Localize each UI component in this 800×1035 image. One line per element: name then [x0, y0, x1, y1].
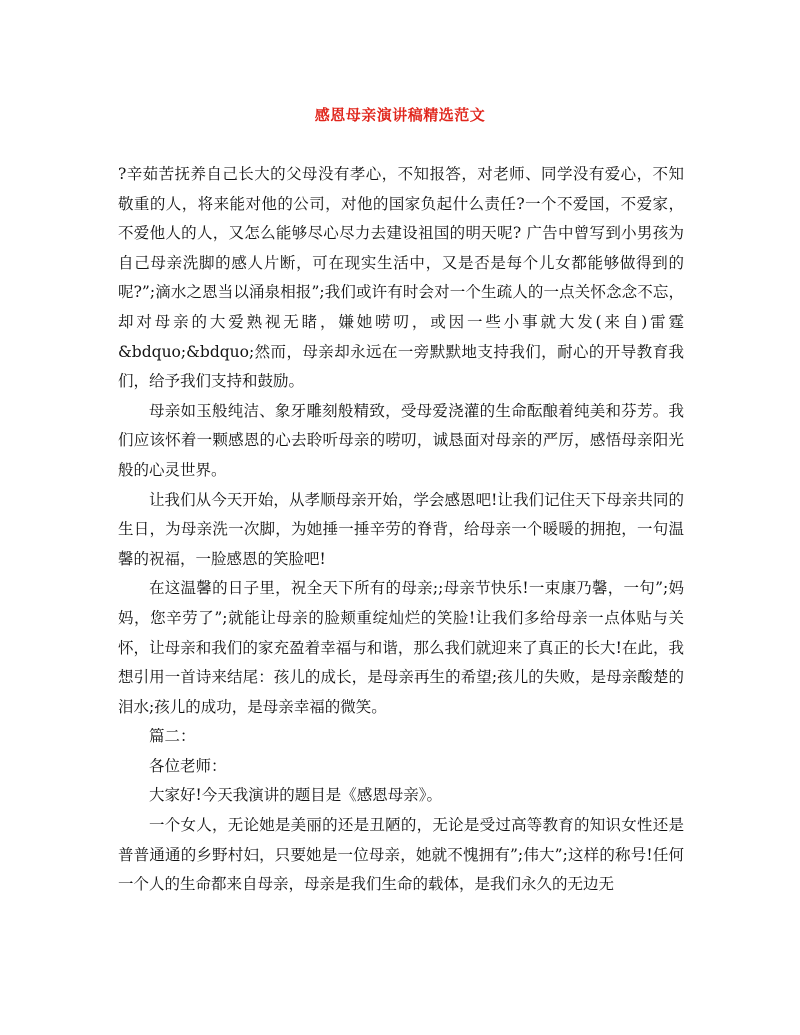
paragraph: 在这温馨的日子里，祝全天下所有的母亲;;母亲节快乐!一束康乃馨，一句”;妈妈，您辛劳了”;就能让母亲的脸颊重绽灿烂的笑脸!让我们多给母亲一点体贴与关怀，让母亲和我们的家充盈着幸福与和谐，那么我们就迎来了真正的长大!在此，我想引用一首诗来结尾：孩儿的成长，是母亲再生的希望;孩儿的失败，是母亲酸楚的泪水;孩儿的成功，是母亲幸福的微笑。 [118, 579, 684, 716]
paragraph: 大家好!今天我演讲的题目是《感恩母亲》。 [149, 786, 442, 805]
document-body [118, 160, 684, 900]
section-heading: 篇二： [149, 727, 196, 746]
document-title: 感恩母亲演讲稿精选范文 [314, 106, 486, 124]
salutation: 各位老师： [149, 756, 227, 775]
paragraph: 母亲如玉般纯洁、象牙雕刻般精致，受母爱浇灌的生命酝酿着纯美和芬芳。我们应该怀着一颗感恩的心去聆听母亲的唠叨，诚恳面对母亲的严厉，感悟母亲阳光般的心灵世界。 [118, 401, 684, 479]
paragraph: 一个女人，无论她是美丽的还是丑陋的，无论是受过高等教育的知识女性还是普普通通的乡野村妇，只要她是一位母亲，她就不愧拥有”;伟大”;这样的称号!任何一个人的生命都来自母亲，母亲是我们生命的载体，是我们永久的无边无 [118, 816, 684, 894]
paragraph: ?辛茹苦抚养自己长大的父母没有孝心，不知报答，对老师、同学没有爱心，不知敬重的人，将来能对他的公司，对他的国家负起什么责任?一个不爱国，不爱家，不爱他人的人，又怎么能够尽心尽力去建设祖国的明天呢? 广告中曾写到小男孩为自己母亲洗脚的感人片断，可在现实生活中，又是否是每个儿女都能够做得到的呢?”;滴水之恩当以涌泉相报”;我们或许有时会对一个生疏人的一点关怀念念不忘，却对母亲的大爱熟视无睹，嫌她唠叨，或因一些小事就大发(来自)雷霆&bdquo;&bdquo;然而，母亲却永远在一旁默默地支持我们，耐心的开导教育我们，给予我们支持和鼓励。 [118, 165, 684, 391]
paragraph: 让我们从今天开始，从孝顺母亲开始，学会感恩吧!让我们记住天下母亲共同的生日，为母亲洗一次脚，为她捶一捶辛劳的脊背，给母亲一个暖暖的拥抱，一句温馨的祝福，一脸感恩的笑脸吧! [118, 490, 684, 568]
